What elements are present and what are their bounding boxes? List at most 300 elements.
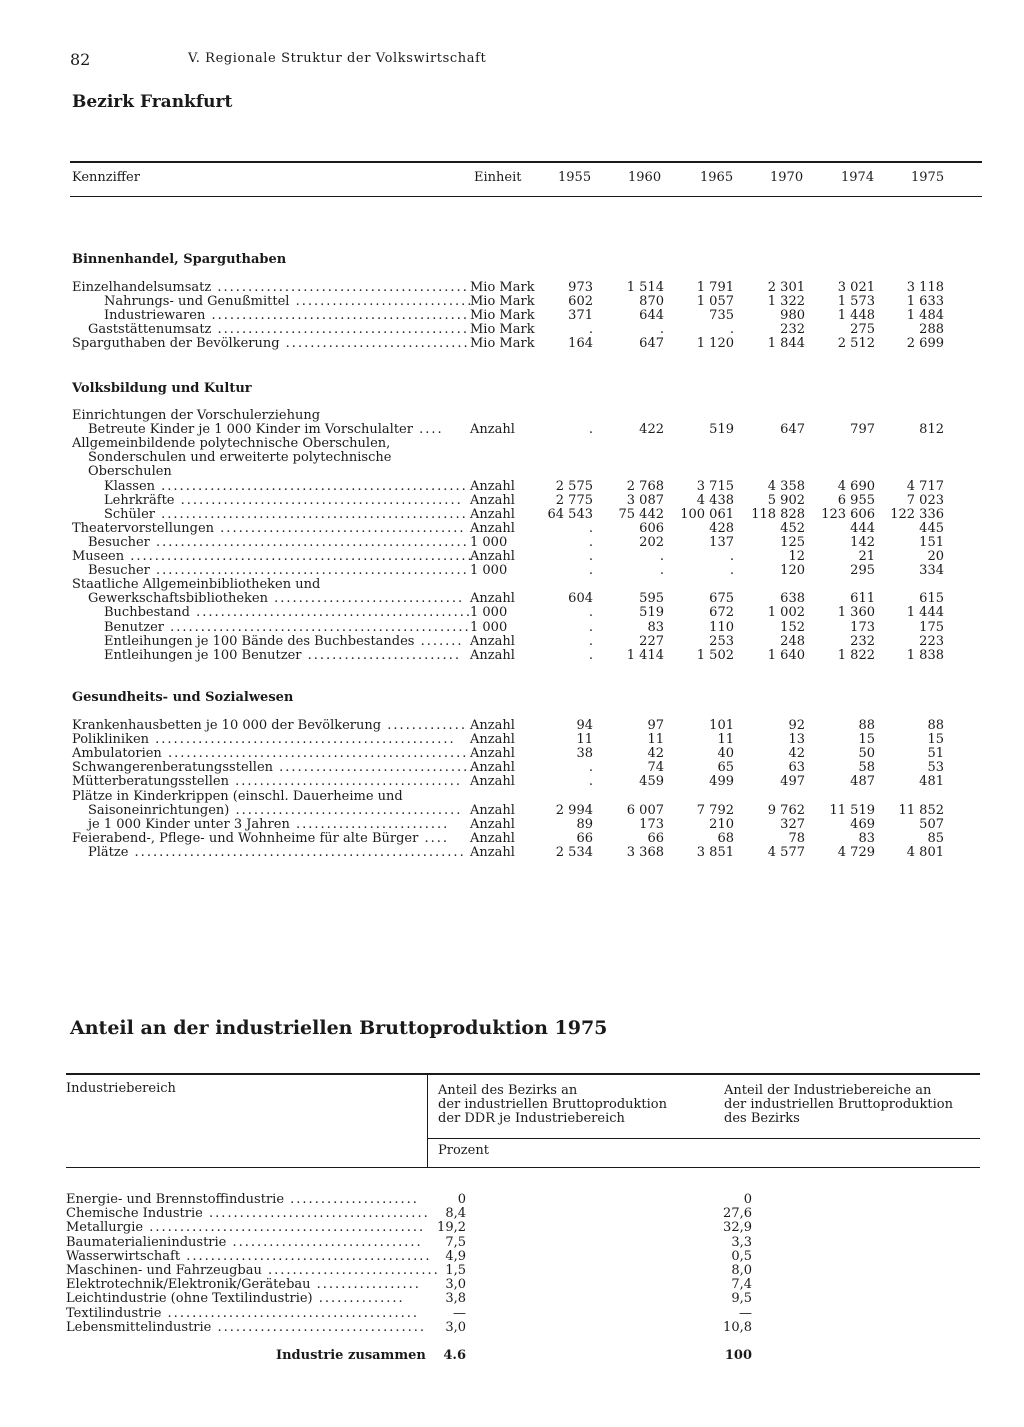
row-label [104, 635, 464, 649]
row-unit: 1 000 [470, 563, 508, 579]
row-unit: Anzahl [470, 520, 515, 536]
row-label [88, 592, 464, 606]
cell-value: . [588, 422, 593, 438]
cell-value: . [588, 534, 593, 550]
table-row [0, 480, 1024, 494]
cell-value: 615 [919, 591, 944, 607]
leader-dots: ................................................... [149, 563, 469, 579]
cell-value-industriebereiche: 0,5 [731, 1248, 752, 1264]
leader-dots: ......................... [289, 816, 450, 832]
table-row [0, 761, 1024, 775]
cell-value: 638 [780, 591, 805, 607]
cell-value: 4 717 [906, 478, 944, 494]
cell-value-bezirk: 3,8 [445, 1291, 466, 1307]
cell-value: 6 955 [837, 492, 875, 508]
row-unit: Anzahl [470, 844, 515, 860]
row-unit: Anzahl [470, 760, 515, 776]
row-label [72, 578, 320, 592]
row-label-text: Ambulatorien [72, 746, 162, 762]
cell-value: 2 994 [555, 802, 593, 818]
table-row [0, 621, 1024, 635]
leader-dots: ................................................... [149, 534, 469, 550]
cell-value: 4 577 [767, 844, 805, 860]
row-unit: Anzahl [470, 492, 515, 508]
cell-value: 3 021 [837, 280, 875, 295]
cell-value-industriebereiche: 3,3 [731, 1234, 752, 1250]
table-row [0, 550, 1024, 564]
leader-dots: ..................... [284, 1192, 419, 1207]
cell-value: 1 514 [626, 280, 664, 295]
row-label-text: Wasserwirtschaft [66, 1248, 181, 1264]
leader-dots: ............. [381, 718, 467, 733]
leader-dots: ........................................ [214, 520, 466, 536]
row-label-text: Elektrotechnik/Elektronik/Gerätebau [66, 1277, 311, 1293]
leader-dots: ..................................... [228, 774, 462, 790]
row-unit: 1 000 [470, 605, 508, 621]
leader-dots: ............................... [267, 591, 465, 607]
table-row [0, 494, 1024, 508]
cell-value: . [729, 549, 734, 564]
cell-value: . [729, 322, 734, 338]
row-label-text: Mütterberatungsstellen [72, 774, 229, 790]
cell-value: 507 [919, 816, 944, 832]
unit-prozent: Prozent [438, 1143, 489, 1158]
table-row [0, 1236, 1024, 1250]
leader-dots: .................................... [202, 1206, 430, 1222]
cell-value: 519 [639, 605, 664, 621]
cell-value: 2 534 [555, 844, 593, 860]
row-unit: Mio Mark [470, 280, 535, 295]
table-row [0, 536, 1024, 550]
cell-value: 12 [788, 549, 805, 564]
cell-value: 327 [780, 816, 805, 832]
cell-value: 38 [576, 746, 593, 762]
table-row [0, 747, 1024, 761]
chapter-title: V. Regionale Struktur der Volkswirtschaft [188, 51, 487, 66]
row-label [72, 747, 468, 761]
cell-value-bezirk: 4,9 [445, 1248, 466, 1264]
row-label [66, 1321, 426, 1335]
row-label [72, 337, 470, 351]
cell-value: 481 [919, 774, 944, 790]
header-line: der industriellen Bruttoproduktion [438, 1097, 667, 1112]
leader-dots: .......................................... [205, 308, 470, 324]
leader-dots: ............................................. [189, 605, 473, 621]
row-label-text: Schwangerenberatungsstellen [72, 760, 274, 776]
row-label [72, 733, 456, 747]
row-label [88, 804, 462, 818]
cell-value: 602 [568, 294, 593, 310]
cell-value: 1 502 [696, 647, 734, 663]
cell-value: 15 [927, 732, 944, 748]
cell-value-bezirk: 8,4 [445, 1206, 466, 1222]
cell-value: 1 360 [837, 605, 875, 621]
cell-value-bezirk: 19,2 [437, 1220, 466, 1236]
cell-value: 1 822 [837, 647, 875, 663]
cell-value: 202 [639, 534, 664, 550]
cell-value-bezirk: 1,5 [445, 1263, 466, 1278]
cell-value: 68 [717, 830, 734, 846]
row-label [66, 1264, 440, 1278]
cell-value: 122 336 [890, 506, 944, 522]
row-label-text: Allgemeinbildende polytechnische Oberschulen, [72, 436, 391, 452]
cell-value: 3 715 [696, 478, 734, 494]
cell-value-bezirk: — [453, 1305, 466, 1321]
cell-value: 110 [709, 619, 734, 635]
cell-value: 2 575 [555, 478, 593, 494]
cell-value: 1 002 [767, 605, 805, 621]
cell-value: . [588, 647, 593, 663]
table-row [0, 1221, 1024, 1235]
row-label-text: Energie- und Brennstoffindustrie [66, 1192, 285, 1207]
row-unit: Anzahl [470, 816, 515, 832]
cell-value: 88 [858, 718, 875, 733]
row-label-text: Einzelhandelsumsatz [72, 280, 212, 295]
table-row [0, 1292, 1024, 1306]
cell-value: 3 368 [626, 844, 664, 860]
row-unit: Anzahl [470, 647, 515, 663]
table-row [0, 1250, 1024, 1264]
leader-dots: ................................................. [163, 619, 471, 635]
col-header-anteil-bezirk [438, 1084, 667, 1126]
cell-value: 275 [850, 322, 875, 338]
cell-value: 223 [919, 633, 944, 649]
table-row [0, 719, 1024, 733]
cell-value: 980 [780, 308, 805, 324]
cell-value: 66 [647, 830, 664, 846]
cell-value: 735 [709, 308, 734, 324]
table1-top-rule [70, 161, 982, 163]
cell-value-bezirk: 0 [457, 1192, 466, 1207]
row-label-text: Nahrungs- und Genußmittel [104, 294, 290, 310]
cell-value: 137 [709, 534, 734, 550]
row-label [72, 790, 403, 804]
row-label [66, 1292, 405, 1306]
table2-unit-rule [427, 1138, 980, 1139]
col-header-anteil-industriebereiche [724, 1084, 953, 1126]
row-label [72, 719, 467, 733]
leader-dots: ............................ [261, 1263, 440, 1278]
row-label-text: Industriewaren [104, 308, 206, 324]
leader-dots: ...................................................... [128, 844, 466, 860]
leader-dots: ........................................ [180, 1248, 432, 1264]
row-label [72, 775, 462, 789]
row-label [88, 564, 469, 578]
row-unit: Anzahl [470, 774, 515, 790]
cell-value: 2 512 [837, 336, 875, 352]
col-header-1975: 1975 [911, 170, 945, 185]
cell-value: 85 [927, 830, 944, 846]
row-label-text: Lehrkräfte [104, 492, 175, 508]
cell-value: 295 [850, 563, 875, 579]
leader-dots: .................................. [211, 1319, 426, 1335]
row-label-text: Einrichtungen der Vorschulerziehung [72, 408, 321, 423]
cell-value: . [588, 605, 593, 621]
cell-value: 11 519 [829, 802, 875, 818]
cell-value: 75 442 [618, 506, 664, 522]
cell-value: 9 762 [767, 802, 805, 818]
row-label-text: Schüler [104, 506, 155, 522]
row-label [104, 508, 468, 522]
cell-value-bezirk: 7,5 [445, 1234, 466, 1250]
cell-value: 428 [709, 520, 734, 536]
leader-dots: ......................................... [211, 322, 469, 338]
cell-value: . [659, 322, 664, 338]
row-unit: Anzahl [470, 633, 515, 649]
cell-value: 2 301 [767, 280, 805, 295]
row-label-text: Gaststättenumsatz [88, 322, 212, 338]
cell-value: 973 [568, 280, 593, 295]
row-label [72, 550, 474, 564]
table-row [0, 564, 1024, 578]
table2-top-rule [66, 1073, 980, 1075]
cell-value-industriebereiche: 0 [743, 1192, 752, 1207]
col-header-1955: 1955 [558, 170, 592, 185]
row-unit: Anzahl [470, 506, 515, 522]
col-header-1974: 1974 [841, 170, 875, 185]
total-row [0, 1349, 1024, 1363]
row-label-text: Besucher [88, 563, 150, 579]
table-row [0, 1193, 1024, 1207]
cell-value: 5 902 [767, 492, 805, 508]
cell-value: 606 [639, 520, 664, 536]
cell-value: 40 [717, 746, 734, 762]
cell-value: 64 543 [547, 506, 593, 522]
cell-value: 1 448 [837, 308, 875, 324]
leader-dots: ..................................... [229, 802, 463, 818]
cell-value: 15 [858, 732, 875, 748]
row-label [66, 1193, 419, 1207]
table-row [0, 1307, 1024, 1321]
row-label [88, 846, 466, 860]
row-label [88, 465, 172, 479]
cell-value: 83 [647, 619, 664, 635]
cell-value: 175 [919, 619, 944, 635]
header-line: des Bezirks [724, 1111, 800, 1126]
col-header-industriebereich: Industriebereich [66, 1081, 176, 1096]
leader-dots: .............................. [279, 336, 470, 352]
cell-value: 1 120 [696, 336, 734, 352]
leader-dots: .................................................. [155, 478, 468, 494]
cell-value: 4 438 [696, 492, 734, 508]
total-value-bezirk: 4.6 [443, 1348, 466, 1363]
row-label-text: Sonderschulen und erweiterte polytechnische [88, 450, 392, 466]
row-unit: Mio Mark [470, 336, 535, 352]
cell-value: 1 838 [906, 647, 944, 663]
table-row [0, 522, 1024, 536]
cell-value: 11 852 [898, 802, 944, 818]
cell-value: 2 768 [626, 478, 664, 494]
row-label-text: Textilindustrie [66, 1305, 162, 1321]
row-unit: Anzahl [470, 830, 515, 846]
row-label [88, 818, 449, 832]
row-unit: Anzahl [470, 732, 515, 748]
cell-value: 3 087 [626, 492, 664, 508]
cell-value-industriebereiche: 9,5 [731, 1291, 752, 1307]
row-label [72, 437, 390, 451]
cell-value-bezirk: 3,0 [445, 1319, 466, 1335]
cell-value: 1 414 [626, 647, 664, 663]
cell-value: 88 [927, 718, 944, 733]
cell-value: 53 [927, 760, 944, 776]
table-row [0, 1321, 1024, 1335]
cell-value: 4 690 [837, 478, 875, 494]
leader-dots: ............................................. [143, 1220, 426, 1236]
row-label-text: Saisoneinrichtungen) [88, 802, 230, 818]
cell-value: 42 [788, 746, 805, 762]
row-label-text: Entleihungen je 100 Benutzer [104, 647, 302, 663]
cell-value: 74 [647, 760, 664, 776]
cell-value: 452 [780, 520, 805, 536]
group-title: Volksbildung und Kultur [72, 381, 252, 396]
cell-value: 371 [568, 308, 593, 324]
leader-dots: ............................. [289, 294, 474, 310]
row-label [88, 423, 444, 437]
col-header-1960: 1960 [628, 170, 662, 185]
row-label [104, 621, 471, 635]
cell-value: 459 [639, 774, 664, 790]
row-label-text: Feierabend-, Pflege- und Wohnheime für alte Bürger [72, 830, 419, 846]
table-row [0, 1207, 1024, 1221]
cell-value: 1 444 [906, 605, 944, 621]
table-row [0, 592, 1024, 606]
leader-dots: ................................ [273, 760, 476, 776]
total-label: Industrie zusammen [276, 1348, 426, 1363]
cell-value: 63 [788, 760, 805, 776]
group-title: Binnenhandel, Sparguthaben [72, 252, 287, 267]
row-label-text: Maschinen- und Fahrzeugbau [66, 1263, 262, 1278]
cell-value-industriebereiche: 32,9 [723, 1220, 752, 1236]
row-label [66, 1250, 432, 1264]
section-title: Bezirk Frankfurt [72, 92, 233, 112]
cell-value: . [588, 563, 593, 579]
cell-value: 20 [927, 549, 944, 564]
table-row [0, 775, 1024, 789]
cell-value: 7 792 [696, 802, 734, 818]
cell-value: 288 [919, 322, 944, 338]
row-label [104, 606, 472, 620]
col-header-kennziffer: Kennziffer [72, 170, 140, 185]
cell-value: . [659, 549, 664, 564]
cell-value-industriebereiche: — [739, 1305, 752, 1321]
cell-value: 100 061 [680, 506, 734, 522]
cell-value: 152 [780, 619, 805, 635]
row-unit: Anzahl [470, 802, 515, 818]
table-row [0, 578, 1024, 592]
cell-value: 4 801 [906, 844, 944, 860]
row-label-text: Entleihungen je 100 Bände des Buchbestandes [104, 633, 415, 649]
row-label-text: Besucher [88, 534, 150, 550]
cell-value: 173 [850, 619, 875, 635]
cell-value: 173 [639, 816, 664, 832]
row-unit: Mio Mark [470, 308, 535, 324]
cell-value: 164 [568, 336, 593, 352]
cell-value: 4 729 [837, 844, 875, 860]
total-value-industriebereiche: 100 [724, 1348, 752, 1363]
table-row [0, 295, 1024, 309]
header-line: der industriellen Bruttoproduktion [724, 1097, 953, 1112]
table-row [0, 832, 1024, 846]
table-row [0, 323, 1024, 337]
cell-value: 227 [639, 633, 664, 649]
cell-value: 78 [788, 830, 805, 846]
leader-dots: .............................................. [174, 492, 463, 508]
cell-value: 2 699 [906, 336, 944, 352]
row-label-text: Betreute Kinder je 1 000 Kinder im Vorschulalter [88, 422, 413, 438]
leader-dots: ......................................... [161, 1305, 419, 1321]
cell-value: 58 [858, 760, 875, 776]
leader-dots: ....... [414, 633, 464, 649]
cell-value: 444 [850, 520, 875, 536]
cell-value: 3 851 [696, 844, 734, 860]
cell-value: 11 [717, 732, 734, 748]
table2-vertical-rule [427, 1075, 428, 1167]
leader-dots: ........................................................ [124, 549, 474, 564]
table-row [0, 1264, 1024, 1278]
row-label [88, 451, 391, 465]
cell-value: 1 640 [767, 647, 805, 663]
cell-value: 611 [850, 591, 875, 607]
cell-value: 1 791 [696, 280, 734, 295]
cell-value: 253 [709, 633, 734, 649]
cell-value: 94 [576, 718, 593, 733]
cell-value: 1 484 [906, 308, 944, 324]
cell-value: 92 [788, 718, 805, 733]
table1-header-rule [70, 196, 982, 197]
cell-value: 65 [717, 760, 734, 776]
cell-value: 51 [927, 746, 944, 762]
row-label [66, 1221, 425, 1235]
cell-value: 870 [639, 294, 664, 310]
row-label-text: Benutzer [104, 619, 164, 635]
leader-dots: .... [418, 830, 449, 846]
cell-value: 50 [858, 746, 875, 762]
row-label-text: Lebensmittelindustrie [66, 1319, 212, 1335]
cell-value: 4 358 [767, 478, 805, 494]
cell-value: 422 [639, 422, 664, 438]
row-unit: Mio Mark [470, 294, 535, 310]
cell-value-bezirk: 3,0 [445, 1277, 466, 1293]
cell-value: 644 [639, 308, 664, 324]
cell-value: . [588, 520, 593, 536]
row-unit: Mio Mark [470, 322, 535, 338]
page-number: 82 [70, 50, 91, 69]
row-label [88, 536, 469, 550]
col-header-1970: 1970 [770, 170, 804, 185]
cell-value: 42 [647, 746, 664, 762]
cell-value: 497 [780, 774, 805, 790]
row-unit: 1 000 [470, 534, 508, 550]
cell-value: 101 [709, 718, 734, 733]
table-row [0, 804, 1024, 818]
cell-value-industriebereiche: 27,6 [723, 1206, 752, 1222]
row-label-text: Buchbestand [104, 605, 190, 621]
cell-value: 1 322 [767, 294, 805, 310]
leader-dots: ................. [310, 1277, 421, 1293]
cell-value: 11 [576, 732, 593, 748]
cell-value: 66 [576, 830, 593, 846]
col-header-einheit: Einheit [474, 170, 522, 185]
table-row [0, 846, 1024, 860]
leader-dots: ......................................... [211, 280, 469, 295]
row-label [88, 323, 469, 337]
cell-value: 232 [850, 633, 875, 649]
table-row [0, 790, 1024, 804]
cell-value: 83 [858, 830, 875, 846]
table-row [0, 649, 1024, 663]
row-unit: Anzahl [470, 746, 515, 762]
table-row [0, 1278, 1024, 1292]
